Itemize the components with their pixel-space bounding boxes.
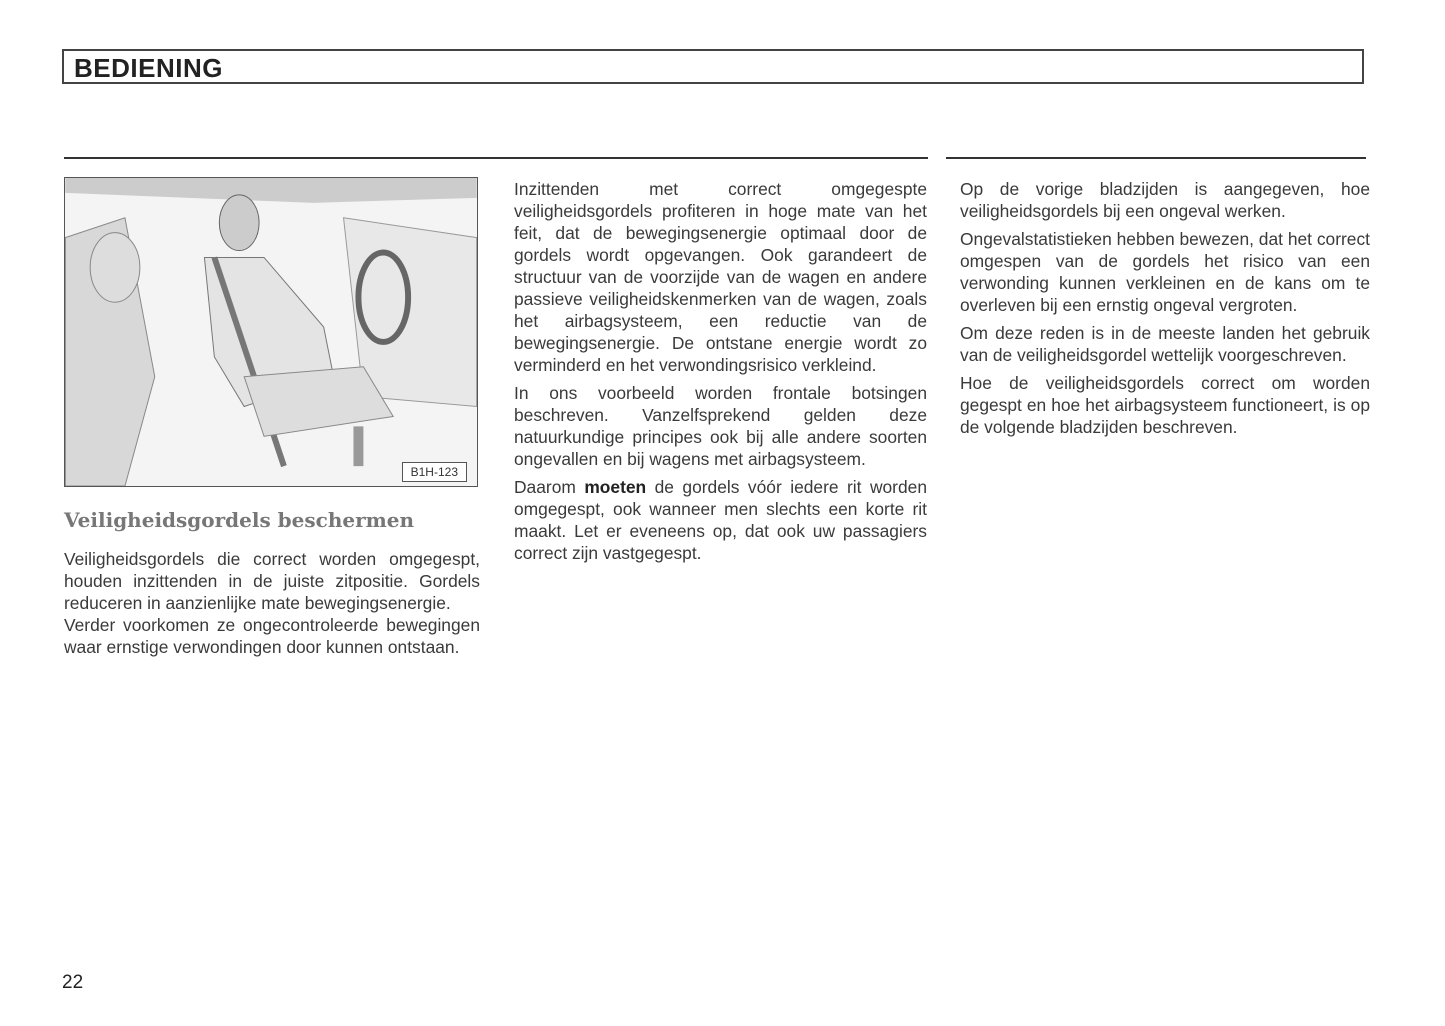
chapter-header (62, 49, 1364, 84)
paragraph: Verder voorkomen ze ongecontroleerde bewegingen waar ernstige verwondingen door kunnen ontstaan. (64, 615, 480, 657)
paragraph: Hoe de veiligheidsgordels correct om worden gegespt en hoe het airbagsysteem functioneert, is op de volgende bladzijden beschreven. (960, 373, 1370, 437)
section-title: Veiligheidsgordels beschermen (64, 508, 415, 532)
chapter-title: BEDIENING (74, 53, 223, 83)
driver-illustration (65, 178, 477, 486)
emphasis: moeten (584, 477, 647, 497)
paragraph: In ons voorbeeld worden frontale botsingen beschreven. Vanzelfsprekend gelden deze natuurkundige principes ook bij alle andere soorten ongevallen en bij wagens met airbagsysteem. (514, 383, 927, 469)
paragraph: Op de vorige bladzijden is aangegeven, hoe veiligheidsgordels bij een ongeval werken. (960, 179, 1370, 221)
text: de gordels vóór iedere rit worden omgegespt, ook wanneer men slechts een korte rit maakt. Let er eveneens op, dat ook uw passagiers correct zijn vastgegespt. (514, 477, 927, 563)
paragraph: Inzittenden met correct omgegespte veiligheidsgordels profiteren in hoge mate van het feit, dat de bewegingsenergie optimaal door de gordels wordt opgevangen. Ook garandeert de structuur van de voorzijde van de wagen en andere passieve veiligheidskenmerken van de wagen, zoals het airbagsysteem, een reductie van de bewegingsenergie. De ontstane energie wordt zo verminderd en het verwondingsrisico verkleind. (514, 179, 927, 375)
column-1 (64, 548, 480, 664)
illustration-driver-seatbelt (64, 177, 478, 487)
paragraph: Veiligheidsgordels die correct worden omgegespt, houden inzittenden in de juiste zitpositie. Gordels reduceren in aanzienlijke mate bewegingsenergie. (64, 549, 480, 613)
page-number: 22 (62, 972, 84, 993)
paragraph: Ongevalstatistieken hebben bewezen, dat het correct omgespen van de gordels het risico van een verwonding kunnen verkleinen en de kans om te overleven bij een ernstig ongeval vergroten. (960, 229, 1370, 315)
paragraph: Om deze reden is in de meeste landen het gebruik van de veiligheidsgordel wettelijk voorgeschreven. (960, 323, 1370, 365)
paragraph (514, 476, 927, 564)
column-2 (514, 178, 927, 570)
text: Daarom (514, 477, 585, 497)
column-3 (960, 178, 1370, 444)
figure-label: B1H-123 (402, 462, 467, 482)
divider-right (946, 157, 1366, 159)
divider-left (64, 157, 928, 159)
